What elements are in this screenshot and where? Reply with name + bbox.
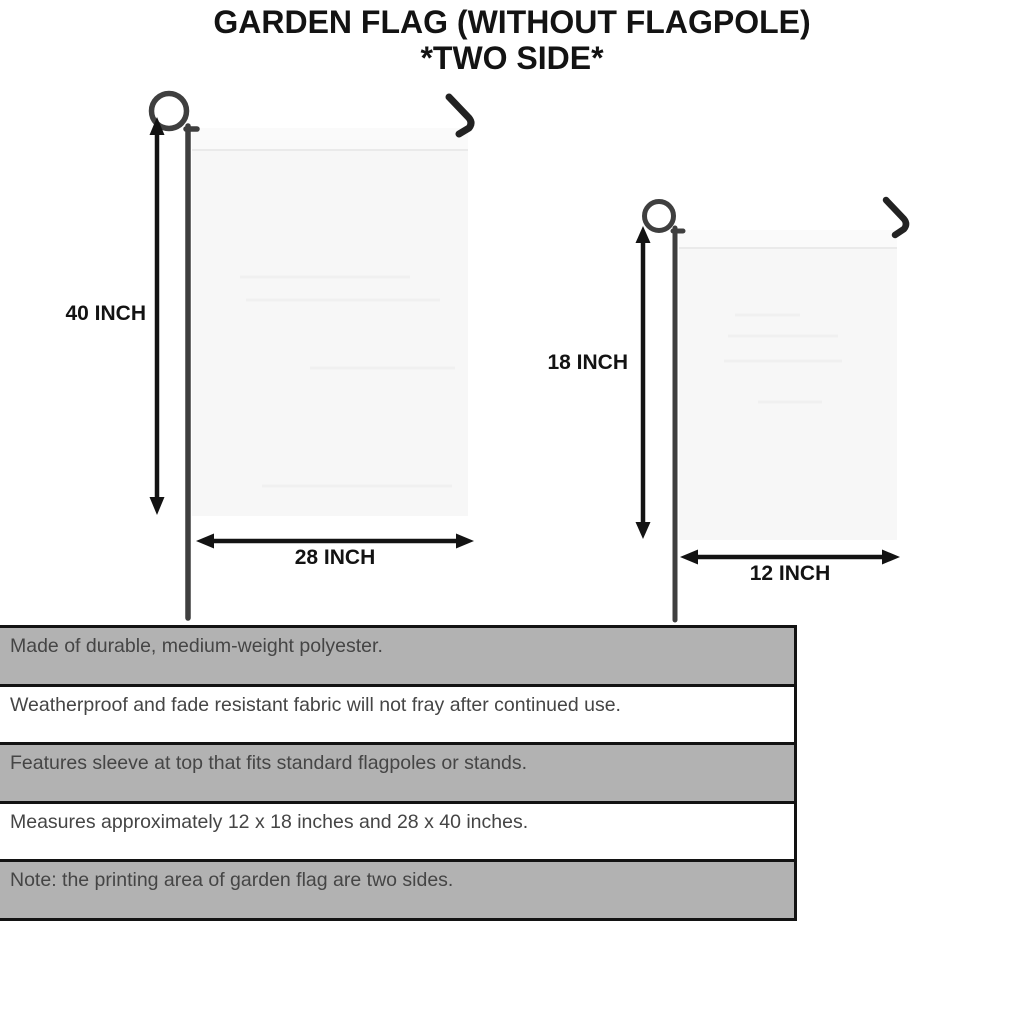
small-flag-height-label: 18 INCH: [547, 351, 628, 374]
small-flag-hook-icon: [886, 200, 906, 235]
feature-row-material: Made of durable, medium-weight polyester.: [0, 628, 794, 684]
small-flag-sleeve: [679, 230, 897, 248]
large-flag-width-label: 28 INCH: [294, 546, 376, 569]
small-flag-body: [679, 230, 897, 540]
feature-row-weatherproof: Weatherproof and fade resistant fabric will not fray after continued use.: [0, 684, 794, 743]
small-flag-group: [636, 200, 907, 620]
large-flag-group: [150, 94, 475, 619]
feature-table: [0, 625, 797, 921]
large-flag-height-label: 40 INCH: [65, 302, 146, 325]
small-flag-width-label: 12 INCH: [749, 562, 831, 585]
large-flag-sleeve: [192, 128, 468, 150]
title-line-1: GARDEN FLAG (WITHOUT FLAGPOLE): [213, 4, 811, 40]
title-line-2: *TWO SIDE*: [420, 39, 604, 76]
feature-row-measures: Measures approximately 12 x 18 inches and 28 x 40 inches.: [0, 801, 794, 860]
small-flag-height-arrow: [636, 226, 651, 539]
large-flag-body: [192, 128, 468, 516]
large-flag-height-arrow: [150, 117, 165, 515]
feature-row-note: Note: the printing area of garden flag are two sides.: [0, 859, 794, 918]
small-flag-pole-icon: [645, 202, 684, 621]
feature-row-sleeve: Features sleeve at top that fits standard flagpoles or stands.: [0, 742, 794, 801]
